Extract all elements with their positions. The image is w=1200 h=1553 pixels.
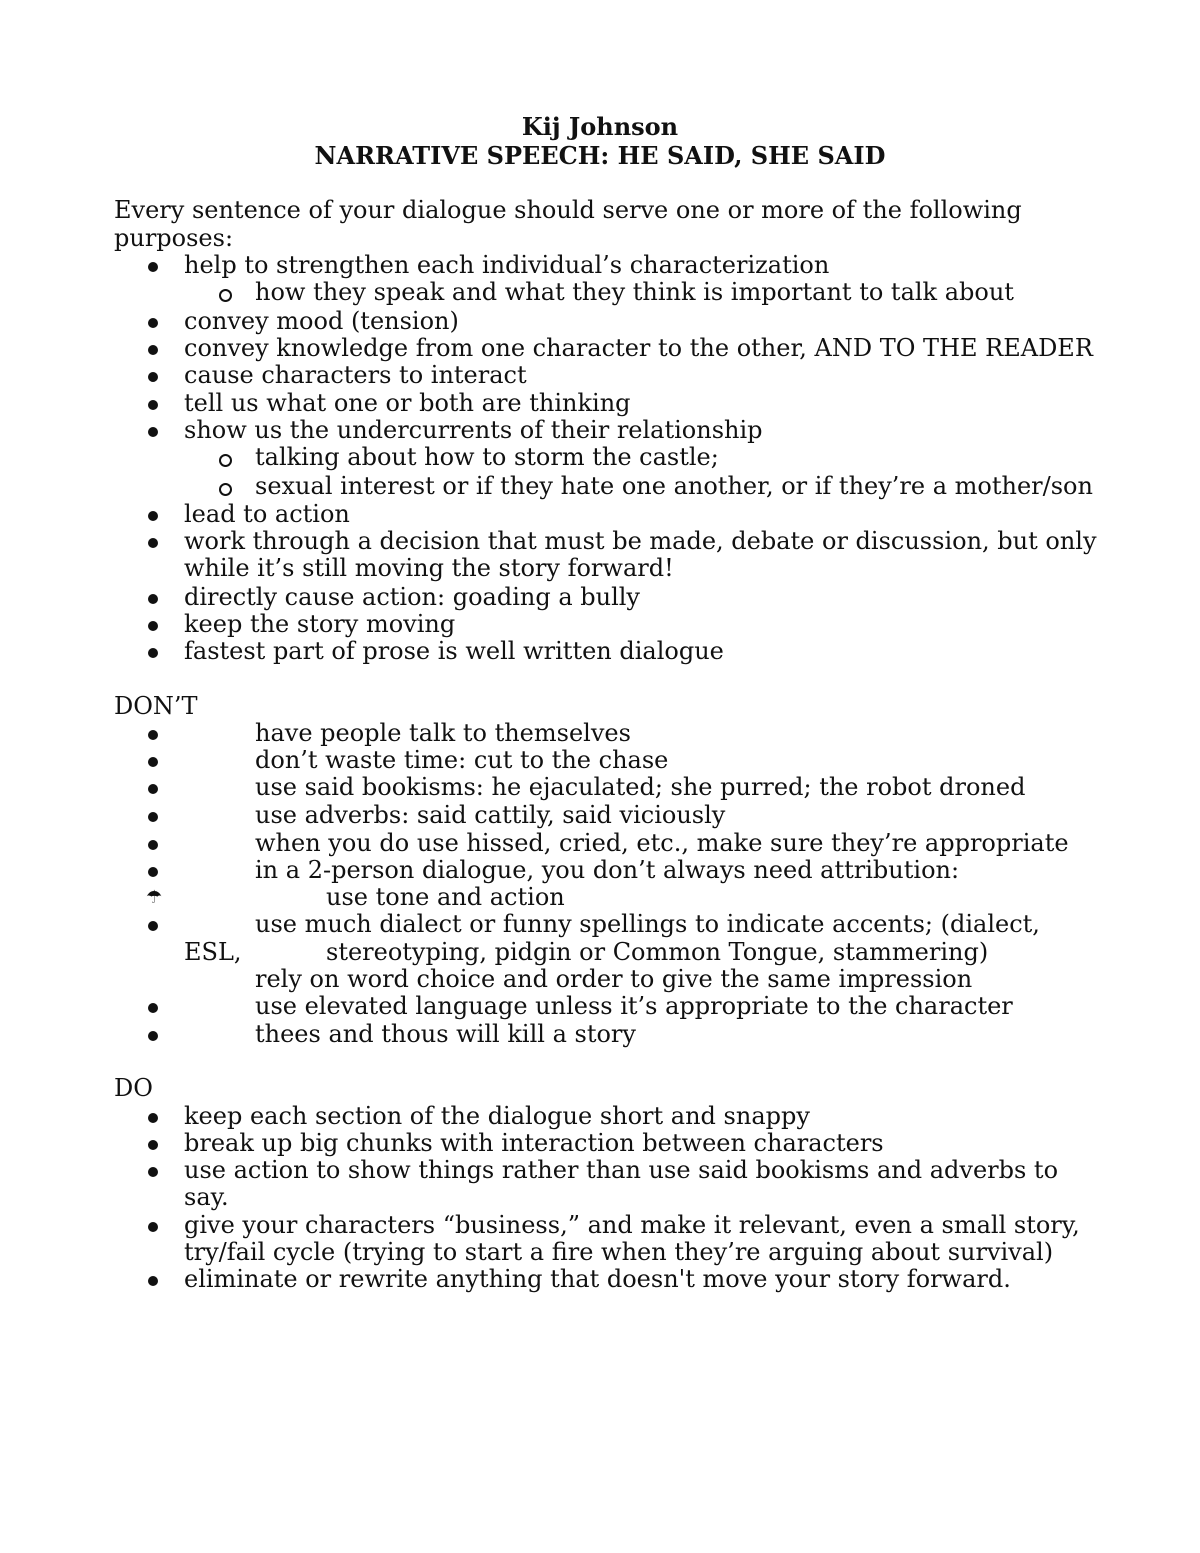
list-item: use elevated language unless it’s appropriate to the character	[255, 992, 1013, 1020]
do-heading: DO	[114, 1074, 153, 1102]
list-item: cause characters to interact	[184, 361, 527, 389]
list-item: don’t waste time: cut to the chase	[255, 746, 669, 774]
bullet-marker	[148, 318, 158, 328]
list-item: help to strengthen each individual’s characterization	[184, 251, 830, 279]
bullet-marker	[148, 757, 158, 767]
list-item: have people talk to themselves	[255, 719, 631, 747]
bullet-marker	[148, 594, 158, 604]
list-item-continuation: stereotyping, pidgin or Common Tongue, stammering)	[326, 938, 989, 966]
intro-line-2: purposes:	[114, 224, 234, 252]
bullet-marker	[148, 345, 158, 355]
intro-line-1: Every sentence of your dialogue should serve one or more of the following	[114, 196, 1022, 224]
list-item-continuation: say.	[184, 1183, 229, 1211]
bullet-marker	[148, 621, 158, 631]
list-item-continuation: while it’s still moving the story forward!	[184, 554, 674, 582]
umbrella-icon: ☂	[146, 887, 163, 908]
sub-bullet-marker	[219, 289, 232, 302]
list-item-continuation: rely on word choice and order to give the same impression	[255, 965, 973, 993]
bullet-marker	[148, 812, 158, 822]
sub-list-item: talking about how to storm the castle;	[255, 443, 719, 471]
list-item: work through a decision that must be made, debate or discussion, but only	[184, 527, 1097, 555]
list-item: use said bookisms: he ejaculated; she purred; the robot droned	[255, 773, 1026, 801]
bullet-marker	[148, 427, 158, 437]
bullet-marker	[148, 648, 158, 658]
list-item: when you do use hissed, cried, etc., make sure they’re appropriate	[255, 829, 1069, 857]
list-item: break up big chunks with interaction between characters	[184, 1129, 884, 1157]
list-item-label: ESL,	[184, 938, 242, 966]
sub-list-item: sexual interest or if they hate one another, or if they’re a mother/son	[255, 472, 1093, 500]
list-item: directly cause action: goading a bully	[184, 583, 640, 611]
list-item: give your characters “business,” and make it relevant, even a small story,	[184, 1211, 1080, 1239]
bullet-marker	[148, 1113, 158, 1123]
bullet-marker	[148, 538, 158, 548]
bullet-marker	[148, 840, 158, 850]
list-item-continuation: try/fail cycle (trying to start a fire when they’re arguing about survival)	[184, 1238, 1054, 1266]
list-item: thees and thous will kill a story	[255, 1020, 636, 1048]
bullet-marker	[148, 262, 158, 272]
list-item: tell us what one or both are thinking	[184, 389, 631, 417]
list-item: keep each section of the dialogue short and snappy	[184, 1102, 810, 1130]
bullet-marker	[148, 1140, 158, 1150]
bullet-marker	[148, 1003, 158, 1013]
bullet-marker	[148, 1031, 158, 1041]
list-item: in a 2-person dialogue, you don’t always need attribution:	[255, 856, 960, 884]
sub-list-item: use tone and action	[326, 883, 565, 911]
page-title: NARRATIVE SPEECH: HE SAID, SHE SAID	[314, 141, 886, 170]
list-item: keep the story moving	[184, 610, 456, 638]
bullet-marker	[148, 730, 158, 740]
list-item: use action to show things rather than use said bookisms and adverbs to	[184, 1156, 1059, 1184]
sub-list-item: how they speak and what they think is important to talk about	[255, 278, 1014, 306]
list-item: use adverbs: said cattily, said viciously	[255, 801, 726, 829]
sub-bullet-marker	[219, 483, 232, 496]
list-item: convey mood (tension)	[184, 307, 459, 335]
list-item: fastest part of prose is well written dialogue	[184, 637, 724, 665]
bullet-marker	[148, 372, 158, 382]
bullet-marker	[148, 867, 158, 877]
list-item: use much dialect or funny spellings to indicate accents; (dialect,	[255, 910, 1040, 938]
list-item: convey knowledge from one character to the other, AND TO THE READER	[184, 334, 1093, 362]
bullet-marker	[148, 1222, 158, 1232]
author-name: Kij Johnson	[521, 112, 679, 141]
bullet-marker	[148, 511, 158, 521]
bullet-marker	[148, 1276, 158, 1286]
dont-heading: DON’T	[114, 692, 198, 720]
list-item: eliminate or rewrite anything that doesn't move your story forward.	[184, 1265, 1011, 1293]
bullet-marker	[148, 784, 158, 794]
bullet-marker	[148, 400, 158, 410]
sub-bullet-marker	[219, 454, 232, 467]
bullet-marker	[148, 1167, 158, 1177]
list-item: show us the undercurrents of their relationship	[184, 416, 763, 444]
list-item: lead to action	[184, 500, 350, 528]
bullet-marker	[148, 921, 158, 931]
